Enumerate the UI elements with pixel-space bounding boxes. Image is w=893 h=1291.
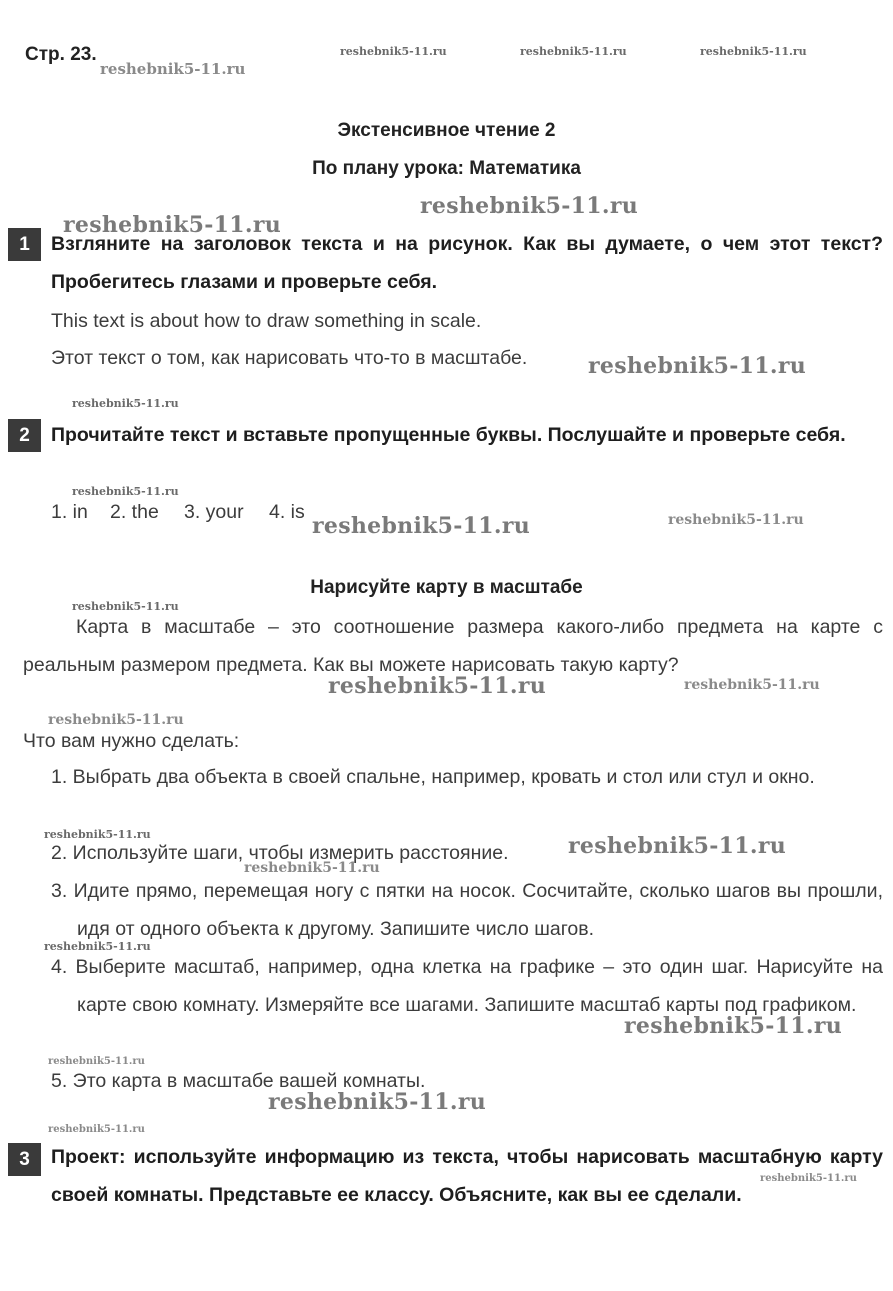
answer-item: 1. in xyxy=(51,501,88,523)
watermark: reshebnik5-11.ru xyxy=(44,940,151,953)
answer-item: 4. is xyxy=(269,501,305,523)
step-text: 2. Используйте шаги, чтобы измерить расстояние. xyxy=(51,842,509,864)
step-text: 5. Это карта в масштабе вашей комнаты. xyxy=(51,1070,426,1092)
watermark: reshebnik5-11.ru xyxy=(48,1124,145,1135)
watermark: reshebnik5-11.ru xyxy=(668,512,804,528)
watermark: reshebnik5-11.ru xyxy=(244,860,380,876)
page-number: Стр. 23. xyxy=(25,44,97,65)
watermark: reshebnik5-11.ru xyxy=(268,1089,487,1115)
watermark: reshebnik5-11.ru xyxy=(48,712,184,728)
section-heading: Нарисуйте карту в масштабе xyxy=(310,577,583,598)
watermark: reshebnik5-11.ru xyxy=(420,193,639,219)
task-1-prompt: Взгляните на заголовок текста и на рисунок. Как вы думаете, о чем этот текст? Пробегитесь глазами и проверьте себя. xyxy=(51,233,883,293)
watermark: reshebnik5-11.ru xyxy=(100,60,246,78)
need-label: Что вам нужно сделать: xyxy=(23,730,240,752)
watermark: reshebnik5-11.ru xyxy=(312,513,531,539)
watermark: reshebnik5-11.ru xyxy=(684,677,820,693)
answer-item: 2. the xyxy=(110,501,159,523)
step-text: 4. Выберите масштаб, например, одна клетка на графике – это один шаг. Нарисуйте на карте свою комнату. Измеряйте все шагами. Запишите масштаб карты под графиком. xyxy=(51,956,883,1016)
step-item xyxy=(51,758,883,796)
task-2-prompt: Прочитайте текст и вставьте пропущенные буквы. Послушайте и проверьте себя. xyxy=(51,424,846,446)
task-3-prompt: Проект: используйте информацию из текста, чтобы нарисовать масштабную карту своей комнаты. Представьте ее классу. Объясните, как вы ее сделали. xyxy=(51,1146,883,1206)
watermark: reshebnik5-11.ru xyxy=(760,1173,857,1184)
task-1-answer-en: This text is about how to draw something in scale. xyxy=(51,310,482,332)
watermark: reshebnik5-11.ru xyxy=(624,1013,843,1039)
task-number-badge: 2 xyxy=(8,419,41,452)
intro-paragraph: Карта в масштабе – это соотношение размера какого-либо предмета на карте с реальным размером предмета. Как вы можете нарисовать такую карту? xyxy=(23,616,883,676)
task-number-badge: 3 xyxy=(8,1143,41,1176)
watermark: reshebnik5-11.ru xyxy=(72,397,179,410)
watermark: reshebnik5-11.ru xyxy=(48,1056,145,1067)
step-item xyxy=(51,872,883,948)
lesson-plan-title: По плану урока: Математика xyxy=(312,158,581,179)
section-title: Экстенсивное чтение 2 xyxy=(337,120,556,141)
watermark: reshebnik5-11.ru xyxy=(588,353,807,379)
watermark: reshebnik5-11.ru xyxy=(568,833,787,859)
step-text: 1. Выбрать два объекта в своей спальне, например, кровать и стол или стул и окно. xyxy=(51,766,815,788)
watermark: reshebnik5-11.ru xyxy=(340,45,447,58)
watermark: reshebnik5-11.ru xyxy=(328,673,547,699)
watermark: reshebnik5-11.ru xyxy=(520,45,627,58)
watermark: reshebnik5-11.ru xyxy=(72,600,179,613)
watermark: reshebnik5-11.ru xyxy=(63,212,282,238)
task-number-badge: 1 xyxy=(8,228,41,261)
answer-item: 3. your xyxy=(184,501,244,523)
watermark: reshebnik5-11.ru xyxy=(44,828,151,841)
watermark: reshebnik5-11.ru xyxy=(700,45,807,58)
task-1-answer-ru: Этот текст о том, как нарисовать что-то в масштабе. xyxy=(51,347,528,369)
step-text: 3. Идите прямо, перемещая ногу с пятки на носок. Сосчитайте, сколько шагов вы прошли, идя от одного объекта к другому. Запишите число шагов. xyxy=(51,880,883,940)
watermark: reshebnik5-11.ru xyxy=(72,485,179,498)
